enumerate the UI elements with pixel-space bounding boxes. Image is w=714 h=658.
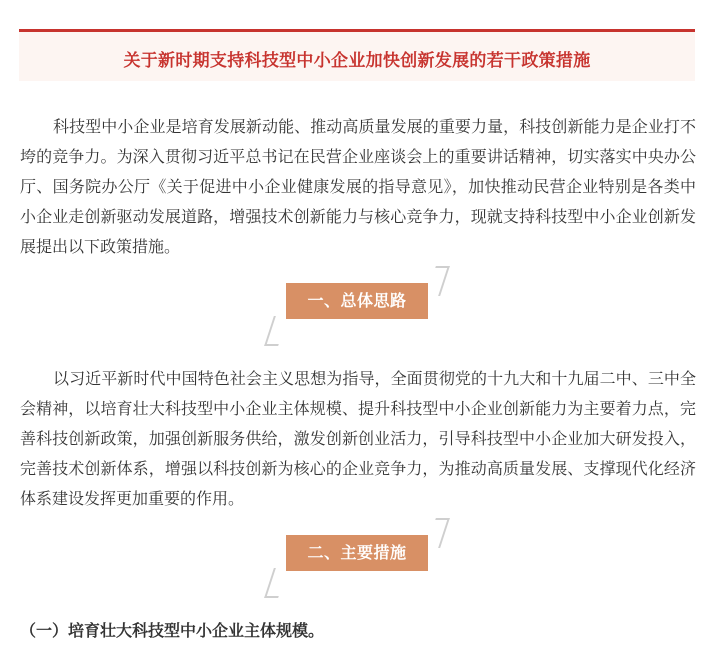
corner-bracket-decoration bbox=[426, 518, 450, 548]
sub-heading: （一）培育壮大科技型中小企业主体规模。 bbox=[20, 621, 325, 640]
corner-bracket-decoration bbox=[426, 266, 450, 296]
section-heading-overall-approach bbox=[269, 266, 445, 346]
document-title: 关于新时期支持科技型中小企业加快创新发展的若干政策措施 bbox=[123, 51, 591, 71]
intro-paragraph: 科技型中小企业是培育发展新动能、推动高质量发展的重要力量，科技创新能力是企业打不垮的竞争力。为深入贯彻习近平总书记在民营企业座谈会上的重要讲话精神，切实落实中央办公厅、国务院办公厅《关于促进中小企业健康发展的指导意见》，加快推动民营企业特别是各类中小企业走创新驱动发展道路，增强技术创新能力与核心竞争力，现就支持科技型中小企业创新发展提出以下政策措施。 bbox=[20, 117, 696, 256]
section-heading-main-measures bbox=[269, 518, 445, 598]
corner-bracket-decoration bbox=[264, 568, 288, 598]
section-badge: 二、主要措施 bbox=[286, 535, 428, 571]
section-paragraph: 以习近平新时代中国特色社会主义思想为指导，全面贯彻党的十九大和十九届二中、三中全会精神，以培育壮大科技型中小企业主体规模、提升科技型中小企业创新能力为主要着力点，完善科技创新政策，加强创新服务供给，激发创新创业活力，引导科技型中小企业加大研发投入，完善技术创新体系，增强以科技创新为核心的企业竞争力，为推动高质量发展、支撑现代化经济体系建设发挥更加重要的作用。 bbox=[20, 369, 696, 508]
section-badge: 一、总体思路 bbox=[286, 283, 428, 319]
corner-bracket-decoration bbox=[264, 316, 288, 346]
title-banner bbox=[19, 29, 695, 81]
